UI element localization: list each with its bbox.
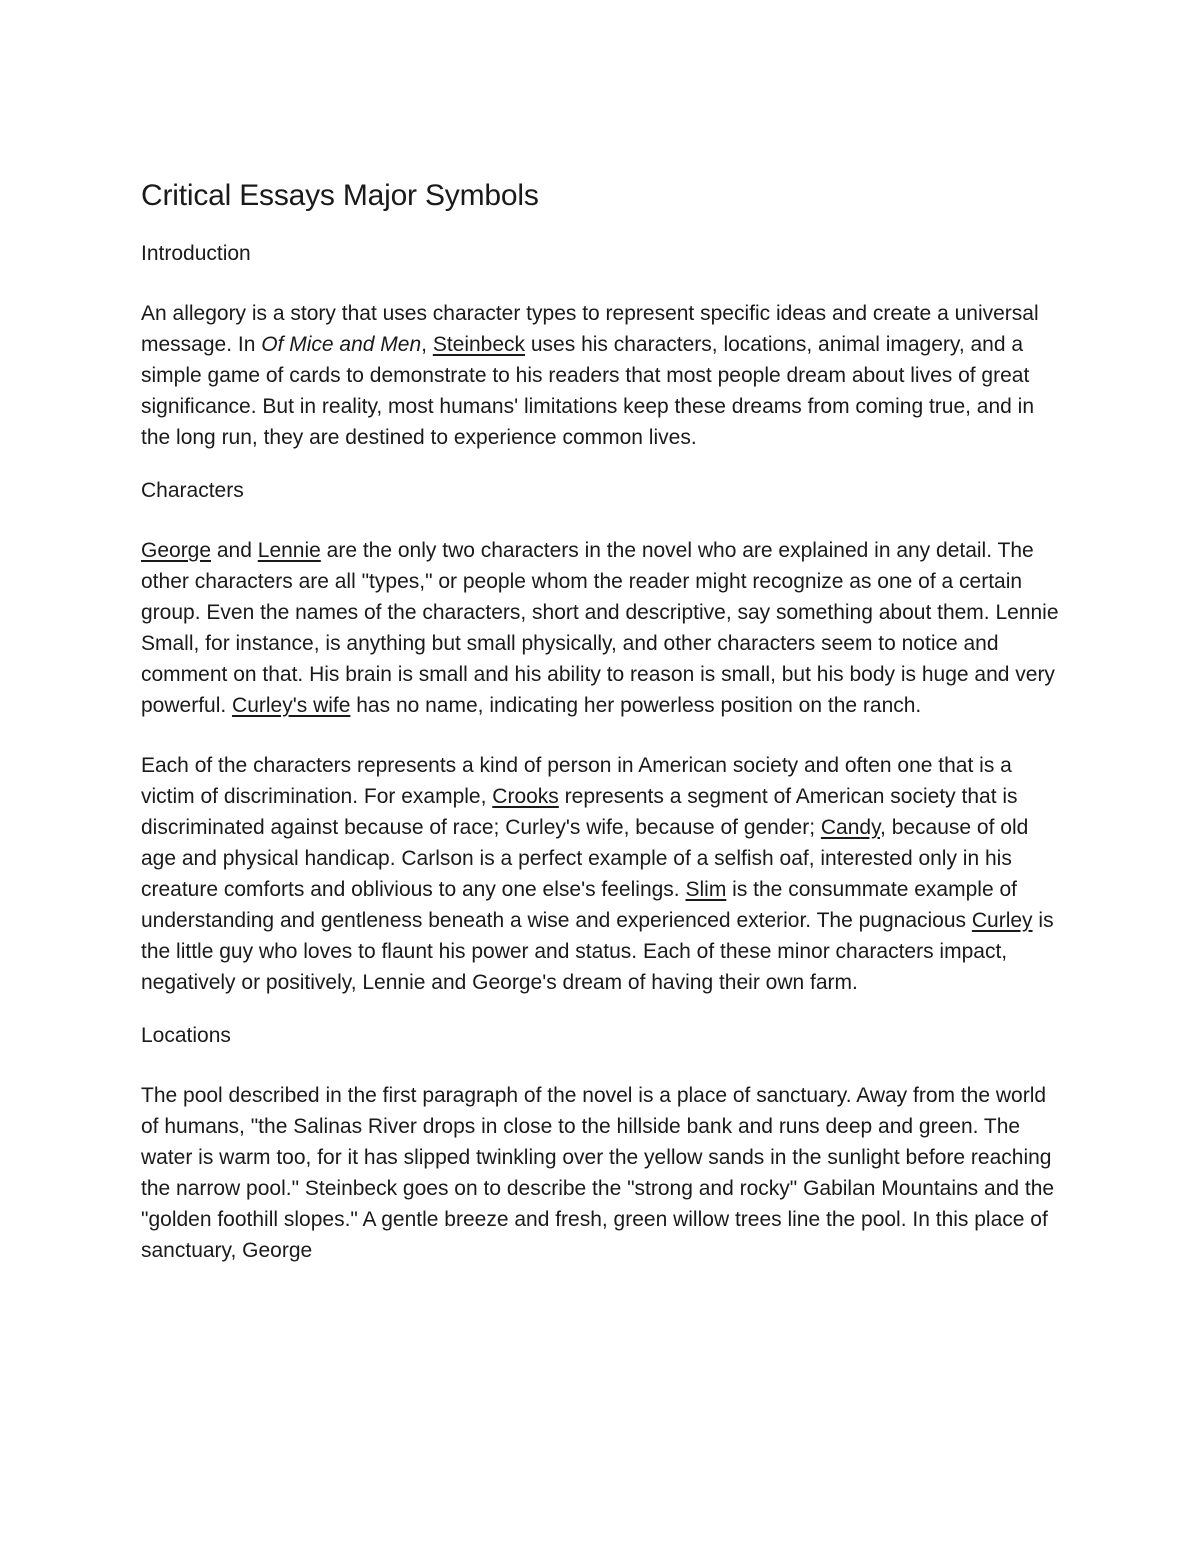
text-run: has no name, indicating her powerless position on the ranch. bbox=[350, 694, 922, 717]
link-curley[interactable]: Curley bbox=[971, 909, 1033, 932]
link-steinbeck[interactable]: Steinbeck bbox=[432, 333, 526, 356]
text-run: , bbox=[421, 333, 433, 356]
text-run: An allegory is a story that uses character types to represent specific ideas and create a universal message. In bbox=[141, 302, 1039, 356]
link-george[interactable]: George bbox=[141, 539, 212, 562]
section-heading-characters: Characters bbox=[141, 479, 244, 502]
text-run: and bbox=[211, 539, 258, 562]
link-lennie[interactable]: Lennie bbox=[257, 539, 321, 562]
introduction-paragraph bbox=[141, 298, 1066, 453]
section-heading-locations: Locations bbox=[141, 1024, 231, 1047]
text-run: Each of the characters represents a kind of person in American society and often one that is a victim of discrimination. For example, bbox=[141, 754, 1012, 808]
characters-paragraph-2 bbox=[141, 750, 1066, 998]
book-title: Of Mice and Men bbox=[261, 333, 422, 356]
link-curleys-wife[interactable]: Curley's wife bbox=[232, 694, 351, 717]
section-heading-introduction: Introduction bbox=[141, 242, 251, 265]
text-run: represents a segment of American society that is discriminated against because of race; Curley's wife, because of gender; bbox=[141, 785, 1018, 839]
link-slim[interactable]: Slim bbox=[685, 878, 727, 901]
text-run: , because of old age and physical handicap. Carlson is a perfect example of a selfish oaf, interested only in his creature comforts and oblivious to any one else's feelings. bbox=[141, 816, 1029, 901]
locations-paragraph: The pool described in the first paragraph of the novel is a place of sanctuary. Away from the world of humans, "the Salinas River drops in close to the hillside bank and runs deep and green. The water is warm too, for it has slipped twinkling over the yellow sands in the sunlight before reaching the narrow pool." Steinbeck goes on to describe the "strong and rocky" Gabilan Mountains and the "golden foothill slopes." A gentle breeze and fresh, green willow trees line the pool. In this place of sanctuary, George bbox=[141, 1084, 1055, 1262]
document-title: Critical Essays Major Symbols bbox=[141, 179, 539, 212]
text-run: is the little guy who loves to flaunt his power and status. Each of these minor characters impact, negatively or positively, Lennie and George's dream of having their own farm. bbox=[141, 909, 1054, 994]
text-run: are the only two characters in the novel who are explained in any detail. The other characters are all "types," or people whom the reader might recognize as one of a certain group. Even the names of the characters, short and descriptive, say something about them. Lennie Small, for instance, is anything but small physically, and other characters seem to notice and comment on that. His brain is small and his ability to reason is small, but his body is huge and very powerful. bbox=[141, 539, 1059, 717]
link-crooks[interactable]: Crooks bbox=[492, 785, 559, 808]
document-body bbox=[141, 176, 1066, 1266]
characters-paragraph-1 bbox=[141, 535, 1066, 721]
link-candy[interactable]: Candy bbox=[820, 816, 881, 839]
text-run: uses his characters, locations, animal imagery, and a simple game of cards to demonstrate to his readers that most people dream about lives of great significance. But in reality, most humans' limitations keep these dreams from coming true, and in the long run, they are destined to experience common lives. bbox=[141, 333, 1035, 449]
text-run: is the consummate example of understanding and gentleness beneath a wise and experienced exterior. The pugnacious bbox=[141, 878, 1017, 932]
